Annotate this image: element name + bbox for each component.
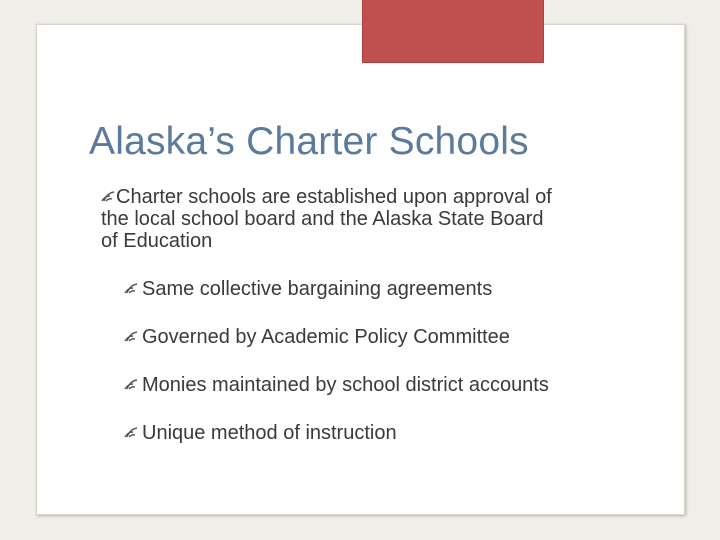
sub-bullet <box>124 422 397 444</box>
sub-bullet-text: Same collective bargaining agreements <box>142 278 493 300</box>
sub-bullet-text: Governed by Academic Policy Committee <box>142 326 510 348</box>
signal-bars-icon <box>124 426 142 438</box>
accent-tab <box>362 0 544 63</box>
sub-bullet <box>124 278 492 300</box>
main-bullet-line-3: of Education <box>101 230 213 252</box>
main-bullet-line-1: Charter schools are established upon approval of <box>116 186 552 208</box>
main-bullet-line-2: the local school board and the Alaska State Board <box>101 208 544 230</box>
main-bullet <box>101 186 621 252</box>
sub-bullet-text: Monies maintained by school district accounts <box>142 374 549 396</box>
signal-bars-icon <box>124 330 142 342</box>
signal-bars-icon <box>124 282 142 294</box>
sub-bullet <box>124 326 510 348</box>
slide-title: Alaska’s Charter Schools <box>89 120 529 163</box>
sub-bullet-text: Unique method of instruction <box>142 422 397 444</box>
signal-bars-icon <box>101 190 115 202</box>
signal-bars-icon <box>124 378 142 390</box>
sub-bullet <box>124 374 549 396</box>
